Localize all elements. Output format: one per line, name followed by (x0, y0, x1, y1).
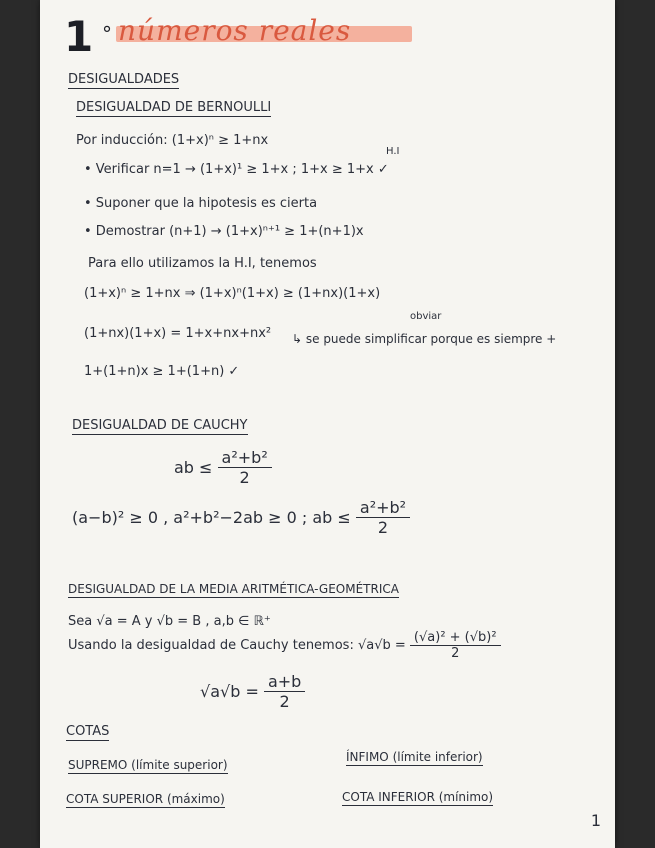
media-result (200, 672, 305, 711)
media-usando-text: Usando la desigualdad de Cauchy tenemos: √a√b = (68, 638, 406, 653)
media-result-denominator: 2 (279, 692, 290, 711)
chapter-number: 1 (64, 12, 94, 61)
bernoulli-suponer: • Suponer que la hipotesis es cierta (84, 196, 318, 211)
media-result-fraction (264, 672, 305, 711)
cauchy-lhs: ab ≤ (174, 458, 213, 477)
media-result-lhs: √a√b = (200, 682, 259, 701)
cauchy-fraction (218, 448, 272, 487)
bernoulli-eq2: (1+nx)(1+x) = 1+x+nx+nx² (84, 326, 272, 341)
cauchy-proof-denominator: 2 (377, 518, 389, 537)
media-sea: Sea √a = A y √b = B , a,b ∈ ℝ⁺ (68, 614, 271, 629)
cauchy-proof (72, 498, 410, 537)
cauchy-proof-fraction (356, 498, 410, 537)
cota-superior-label: COTA SUPERIOR (máximo) (66, 792, 225, 806)
cotas-supremo (68, 758, 228, 772)
chapter-dot: ° (102, 22, 112, 46)
supremo-label: SUPREMO (límite superior) (68, 758, 228, 772)
cauchy-proof-numerator: a²+b² (356, 498, 410, 518)
media-usando-numerator: (√a)² + (√b)² (410, 630, 501, 646)
hi-label: H.I (386, 146, 400, 157)
media-usando-denominator: 2 (451, 646, 460, 661)
cota-inferior-label: COTA INFERIOR (mínimo) (342, 790, 494, 804)
bernoulli-result: 1+(1+n)x ≥ 1+(1+n) ✓ (84, 364, 240, 379)
cotas-cota-inferior (342, 790, 493, 804)
media-result-numerator: a+b (264, 672, 305, 692)
infimo-label: ÍNFIMO (límite inferior) (346, 750, 483, 764)
section-heading-desigualdades: DESIGUALDADES (68, 72, 180, 87)
cotas-cota-superior (66, 792, 225, 806)
bernoulli-demostrar: • Demostrar (n+1) → (1+x)ⁿ⁺¹ ≥ 1+(n+1)x (84, 224, 364, 239)
bernoulli-eq1: (1+x)ⁿ ≥ 1+nx ⇒ (1+x)ⁿ(1+x) ≥ (1+nx)(1+x) (84, 286, 381, 301)
bernoulli-para: Para ello utilizamos la H.I, tenemos (88, 256, 317, 271)
media-usando-fraction (410, 630, 501, 661)
cauchy-denominator: 2 (239, 468, 250, 487)
chapter-title: números reales (118, 14, 352, 47)
cauchy-proof-line: (a−b)² ≥ 0 , a²+b²−2ab ≥ 0 ; ab ≤ (72, 508, 351, 527)
cotas-infimo (346, 750, 483, 764)
media-usando (68, 630, 501, 661)
note-simplificar: ↳ se puede simplificar porque es siempre + (292, 332, 557, 346)
cauchy-heading: DESIGUALDAD DE CAUCHY (72, 418, 248, 433)
cauchy-numerator: a²+b² (218, 448, 272, 468)
page-number: 1 (590, 811, 601, 830)
cauchy-inequality (174, 448, 272, 487)
media-heading: DESIGUALDAD DE LA MEDIA ARITMÉTICA-GEOMÉTRICA (68, 582, 399, 596)
bernoulli-induccion: Por inducción: (1+x)ⁿ ≥ 1+nx (76, 133, 269, 148)
notebook-page (40, 0, 615, 848)
note-obviar: obviar (410, 311, 442, 322)
cotas-heading: COTAS (66, 724, 110, 739)
bernoulli-heading: DESIGUALDAD DE BERNOULLI (76, 100, 272, 115)
bernoulli-verificar: • Verificar n=1 → (1+x)¹ ≥ 1+x ; 1+x ≥ 1+x ✓ (84, 162, 389, 177)
